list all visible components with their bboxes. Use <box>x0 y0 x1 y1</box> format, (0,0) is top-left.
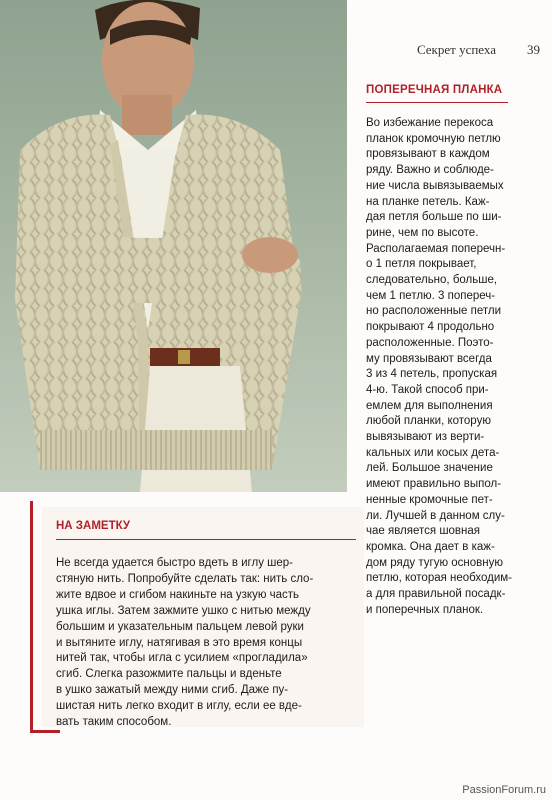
text-line: кальных или косых дета- <box>366 446 500 459</box>
text-line: о 1 петля покрывает, <box>366 258 477 271</box>
text-line: Во избежание перекоса <box>366 117 494 129</box>
text-line: любой планки, которую <box>366 415 491 428</box>
sidebar-heading-rule <box>366 102 508 103</box>
note-heading-rule <box>56 539 356 540</box>
text-line: Не всегда удается быстро вдеть в иглу шер- <box>56 557 293 569</box>
text-line: и вытяните иглу, натягивая в это время концы <box>56 636 303 649</box>
sidebar-body-text <box>366 116 513 619</box>
text-line: шистая нить легко входит в иглу, если ее вде- <box>56 700 302 713</box>
watermark: PassionForum.ru <box>462 784 546 796</box>
text-line: провязывают в каждом <box>366 148 490 161</box>
text-line: а для правильной посадк- <box>366 588 506 601</box>
text-line: следовательно, больше, <box>366 274 498 287</box>
text-line: планок кромочную петлю <box>366 132 501 145</box>
text-line: дом ряду тугую основную <box>366 556 503 569</box>
text-line: в ушко зажатый между ними сгиб. Даже пу- <box>56 684 289 697</box>
note-heading: НА ЗАМЕТКУ <box>56 520 131 532</box>
text-line: петлю, которая необходим- <box>366 572 513 585</box>
model-photo <box>0 0 347 492</box>
text-line: ушка иглы. Затем зажмите ушко с нитью между <box>56 604 311 617</box>
text-line: 3 из 4 петель, пропуская <box>366 368 498 381</box>
text-line: Располагаемая поперечн- <box>366 242 506 255</box>
text-line: имеют правильно выпол- <box>366 478 502 491</box>
note-corner-bracket-vertical <box>30 501 33 733</box>
text-line: стяную нить. Попробуйте сделать так: нить сло- <box>56 572 314 585</box>
text-line: сгиб. Слегка разожмите пальцы и вденьте <box>56 668 282 681</box>
text-line: ряду. Важно и соблюде- <box>366 164 494 177</box>
text-line: вывязывают из верти- <box>366 431 485 444</box>
text-line: ли. Лучшей в данном слу- <box>366 509 505 522</box>
running-title: Секрет успеха <box>416 42 496 57</box>
text-line: но расположенные петли <box>366 305 501 318</box>
text-line: дая петля больше по ши- <box>366 211 502 224</box>
text-line: вать таким способом. <box>56 716 172 729</box>
text-line: кромка. Она дает в каж- <box>366 540 495 553</box>
text-line: на планке петель. Каж- <box>366 195 490 208</box>
text-line: и поперечных планок. <box>366 603 484 616</box>
text-line: расположенные. Поэто- <box>366 336 494 349</box>
text-line: 4-ю. Такой способ при- <box>366 383 489 396</box>
text-line: покрывают 4 продольно <box>366 321 495 334</box>
text-line: нитей так, чтобы игла с усилием «прогладила» <box>56 652 308 665</box>
text-line: рине, чем по высоте. <box>366 226 479 239</box>
note-body-text <box>56 556 356 731</box>
text-line: ненные кромочные пет- <box>366 493 493 506</box>
sidebar-heading: ПОПЕРЕЧНАЯ ПЛАНКА <box>366 84 503 96</box>
page-number: 39 <box>527 42 540 57</box>
text-line: му провязывают всегда <box>366 352 492 365</box>
text-line: жите вдвое и сгибом накиньте на узкую часть <box>56 588 300 601</box>
text-line: ние числа вывязываемых <box>366 179 504 192</box>
text-line: большим и указательным пальцем левой руки <box>56 620 304 633</box>
text-line: лей. Большое значение <box>366 462 493 475</box>
model-in-cable-knit-cardigan-photo <box>0 0 347 492</box>
text-line: чае является шовная <box>366 525 481 538</box>
text-line: емлем для выполнения <box>366 399 493 412</box>
text-line: чем 1 петлю. 3 попереч- <box>366 289 496 302</box>
